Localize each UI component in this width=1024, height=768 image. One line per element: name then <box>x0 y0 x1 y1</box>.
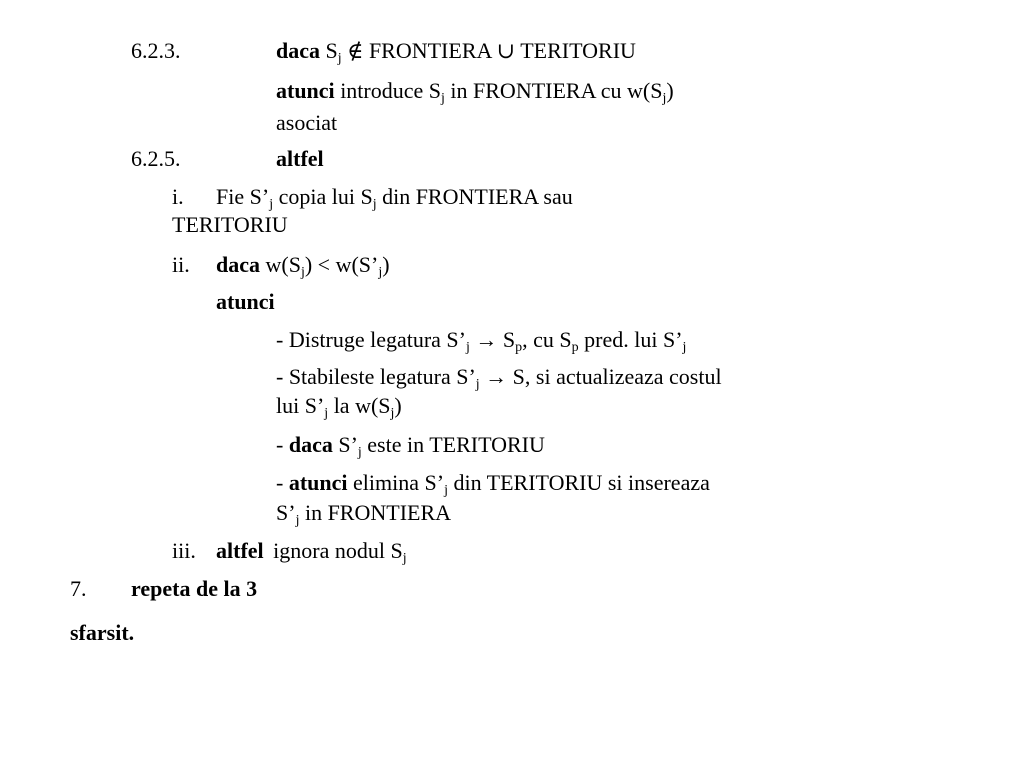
end-keyword <box>70 620 134 646</box>
substep-iii-number: iii. <box>172 538 196 563</box>
action-establish-link-cont <box>276 393 402 419</box>
substep-ii-number: ii. <box>172 252 190 277</box>
keyword-sfarsit: sfarsit. <box>70 620 135 645</box>
subscript: j <box>324 406 329 421</box>
text: → S <box>469 327 516 352</box>
step-7-number: 7. <box>70 576 87 601</box>
step-6-2-3-condition <box>276 38 636 64</box>
subscript: j <box>441 91 445 106</box>
not-element-symbol: ∉ <box>347 38 364 63</box>
keyword-altfel: altfel <box>276 146 324 171</box>
step-6-2-3-then <box>276 78 674 104</box>
subscript: j <box>390 406 395 421</box>
subscript: j <box>466 340 470 355</box>
subscript: j <box>682 340 687 355</box>
text: , cu S <box>522 327 572 352</box>
subscript: j <box>444 483 448 498</box>
subscript: p <box>515 340 523 355</box>
subscript: j <box>337 51 342 66</box>
substep-i-text <box>216 184 573 210</box>
text: FRONTIERA ∪ TERITORIU <box>368 38 636 63</box>
subscript: j <box>662 91 667 106</box>
subscript: j <box>378 265 383 280</box>
text: ) <box>666 78 674 103</box>
subscript: p <box>571 340 579 355</box>
subscript: j <box>372 197 377 212</box>
step-7-repeat <box>131 576 257 602</box>
action-then-remove <box>276 470 710 496</box>
substep-i-number: i. <box>172 184 184 209</box>
text: w(S <box>260 252 301 277</box>
text: - <box>276 470 289 495</box>
step-6-2-5-number: 6.2.5. <box>131 146 181 171</box>
keyword-daca: daca <box>216 252 260 277</box>
action-establish-link <box>276 364 722 390</box>
subscript: j <box>357 445 362 460</box>
keyword-repeat: repeta de la 3 <box>131 576 258 601</box>
text: - <box>276 432 289 457</box>
action-if-in-territory <box>276 432 545 458</box>
keyword-altfel: altfel <box>216 538 264 563</box>
text: ) <box>382 252 390 277</box>
keyword-atunci: atunci <box>276 78 335 103</box>
text: Fie S’ <box>216 184 270 209</box>
action-destroy-link <box>276 327 686 353</box>
text: copia lui S <box>273 184 373 209</box>
keyword-atunci: atunci <box>216 289 275 314</box>
action-then-remove-cont <box>276 500 451 526</box>
step-6-2-3-number: 6.2.3. <box>131 38 181 63</box>
text: ) < w(S’ <box>304 252 379 277</box>
substep-iii-else <box>216 538 407 564</box>
substep-i-text-cont: TERITORIU <box>172 212 288 237</box>
text: S <box>325 38 338 63</box>
text: - Distruge legatura S’ <box>276 327 466 352</box>
substep-ii-then <box>216 289 275 315</box>
subscript: j <box>295 513 300 528</box>
text: - Stabileste legatura S’ <box>276 364 476 389</box>
keyword-daca: daca <box>276 38 320 63</box>
text: pred. lui S’ <box>578 327 683 352</box>
keyword-atunci: atunci <box>288 470 348 495</box>
text: ignora nodul S <box>273 538 403 563</box>
text: din TERITORIU si insereaza <box>447 470 710 495</box>
subscript: j <box>300 265 305 280</box>
step-6-2-3-then-cont: asociat <box>276 110 338 135</box>
text: elimina S’ <box>347 470 445 495</box>
text: in FRONTIERA <box>299 500 452 525</box>
text: introduce S <box>334 78 442 103</box>
text: este in TERITORIU <box>361 432 545 457</box>
text: lui S’ <box>276 393 325 418</box>
text: ) <box>394 393 402 418</box>
text: din FRONTIERA sau <box>376 184 573 209</box>
text: la w(S <box>328 393 391 418</box>
text: S’ <box>332 432 358 457</box>
keyword-daca: daca <box>288 432 333 457</box>
text: S’ <box>276 500 296 525</box>
text: → S, si actualizeaza costul <box>479 364 722 389</box>
subscript: j <box>402 551 407 566</box>
substep-ii-condition <box>216 252 390 278</box>
step-6-2-5-else <box>276 146 324 172</box>
subscript: j <box>269 197 274 212</box>
text: in FRONTIERA cu w(S <box>444 78 663 103</box>
subscript: j <box>475 377 480 392</box>
